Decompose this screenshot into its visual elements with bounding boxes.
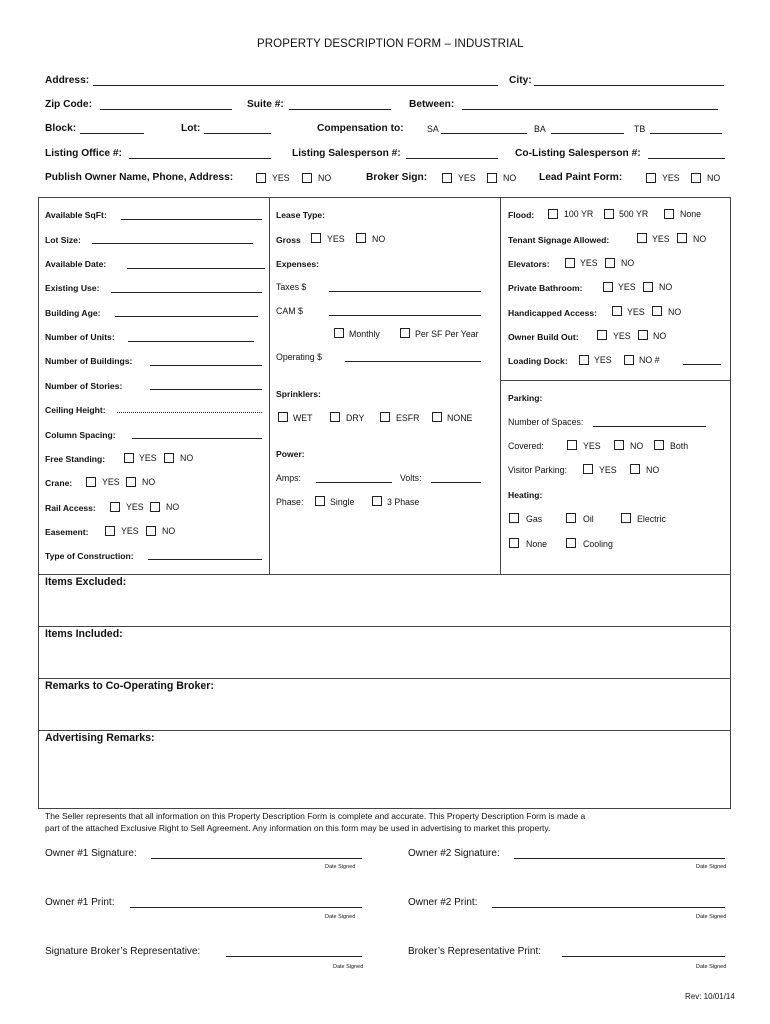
free-standing-no-label: NO: [180, 453, 194, 463]
covered-both-checkbox[interactable]: [654, 440, 664, 450]
available-sqft-label: Available SqFt:: [45, 210, 107, 220]
power-label: Power:: [276, 449, 305, 459]
advertising-area[interactable]: [40, 748, 729, 806]
column-spacing-label: Column Spacing:: [45, 430, 116, 440]
covered-no-label: NO: [630, 441, 644, 451]
elevators-yes-label: YES: [580, 258, 598, 268]
type-construction-field[interactable]: [148, 559, 262, 560]
sprinklers-label: Sprinklers:: [276, 389, 321, 399]
loading-dock-count-field[interactable]: [683, 364, 721, 365]
gross-yes-checkbox[interactable]: [311, 233, 321, 243]
flood-100yr-label: 100 YR: [564, 209, 594, 219]
flood-none-checkbox[interactable]: [664, 209, 674, 219]
owner2-signature-field[interactable]: [514, 858, 725, 859]
broker-sign-no-checkbox[interactable]: [487, 173, 497, 183]
owner1-date-signed: Date Signed: [325, 864, 356, 870]
build-out-yes-checkbox[interactable]: [597, 330, 607, 340]
oil-checkbox[interactable]: [566, 513, 576, 523]
lot-label: Lot:: [181, 123, 201, 134]
oil-label: Oil: [583, 514, 594, 524]
flood-500yr-label: 500 YR: [619, 209, 649, 219]
publish-yes-checkbox[interactable]: [256, 173, 266, 183]
column-divider-left: [269, 197, 270, 574]
broker-date-signed: Date Signed: [333, 964, 364, 970]
tenant-signage-yes-label: YES: [652, 234, 670, 244]
column-divider-right: [500, 197, 501, 574]
address-field[interactable]: [93, 85, 498, 86]
owner-build-out-label: Owner Build Out:: [508, 332, 579, 342]
number-spaces-field[interactable]: [593, 426, 706, 427]
heat-none-label: None: [526, 539, 548, 549]
loading-dock-label: Loading Dock:: [508, 356, 568, 366]
broker-sign-yes-label: YES: [458, 173, 476, 183]
wet-label: WET: [293, 413, 313, 423]
owner2-print-label: Owner #2 Print:: [408, 897, 478, 908]
taxes-field[interactable]: [329, 291, 481, 292]
zip-label: Zip Code:: [45, 99, 92, 110]
type-construction-label: Type of Construction:: [45, 551, 134, 561]
broker-print-field[interactable]: [562, 956, 725, 957]
lead-paint-label: Lead Paint Form:: [539, 172, 623, 183]
taxes-label: Taxes $: [276, 282, 307, 292]
sa-label: SA: [427, 124, 439, 134]
ceiling-height-field[interactable]: [117, 412, 262, 413]
electric-checkbox[interactable]: [621, 513, 631, 523]
between-field[interactable]: [462, 109, 718, 110]
single-phase-checkbox[interactable]: [315, 496, 325, 506]
gross-yes-label: YES: [327, 234, 345, 244]
number-buildings-field[interactable]: [150, 365, 262, 366]
monthly-checkbox[interactable]: [334, 328, 344, 338]
items-included-heading: Items Included:: [45, 628, 123, 640]
ba-label: BA: [534, 124, 546, 134]
owner1-signature-field[interactable]: [151, 858, 362, 859]
handicapped-label: Handicapped Access:: [508, 308, 597, 318]
block-field[interactable]: [80, 133, 144, 134]
bathroom-yes-checkbox[interactable]: [603, 282, 613, 292]
tenant-signage-label: Tenant Signage Allowed:: [508, 235, 610, 245]
gas-label: Gas: [526, 514, 543, 524]
number-units-label: Number of Units:: [45, 332, 115, 342]
broker-print-label: Broker’s Representative Print:: [408, 946, 542, 957]
handicapped-yes-label: YES: [627, 307, 645, 317]
suite-field[interactable]: [289, 109, 391, 110]
available-date-label: Available Date:: [45, 259, 107, 269]
flood-label: Flood:: [508, 210, 535, 220]
lead-paint-no-label: NO: [707, 173, 721, 183]
page-title: PROPERTY DESCRIPTION FORM – INDUSTRIAL: [257, 38, 524, 50]
number-spaces-label: Number of Spaces:: [508, 417, 584, 427]
cooling-label: Cooling: [583, 539, 613, 549]
single-phase-label: Single: [330, 497, 355, 507]
elevators-no-label: NO: [621, 258, 635, 268]
loading-dock-yes-checkbox[interactable]: [579, 355, 589, 365]
flood-500yr-checkbox[interactable]: [604, 209, 614, 219]
electric-label: Electric: [637, 514, 666, 524]
wet-checkbox[interactable]: [278, 412, 288, 422]
covered-label: Covered:: [508, 441, 544, 451]
expenses-label: Expenses:: [276, 259, 319, 269]
covered-yes-label: YES: [583, 441, 601, 451]
tenant-signage-no-checkbox[interactable]: [677, 233, 687, 243]
lead-paint-no-checkbox[interactable]: [691, 173, 701, 183]
owner2-print-field[interactable]: [492, 907, 725, 908]
co-listing-label: Co-Listing Salesperson #:: [515, 148, 641, 159]
rail-access-no-checkbox[interactable]: [150, 502, 160, 512]
gross-no-checkbox[interactable]: [356, 233, 366, 243]
bathroom-no-checkbox[interactable]: [643, 282, 653, 292]
volts-field[interactable]: [431, 482, 481, 483]
owner2-date-signed: Date Signed: [696, 864, 727, 870]
flood-100yr-checkbox[interactable]: [548, 209, 558, 219]
loading-dock-no-checkbox[interactable]: [624, 355, 634, 365]
co-listing-field[interactable]: [648, 158, 725, 159]
publish-yes-label: YES: [272, 173, 290, 183]
tenant-signage-no-label: NO: [693, 234, 707, 244]
city-label: City:: [509, 75, 532, 86]
column-spacing-field[interactable]: [132, 438, 262, 439]
listing-office-field[interactable]: [129, 158, 271, 159]
dry-label: DRY: [346, 413, 365, 423]
compensation-label: Compensation to:: [317, 123, 404, 134]
private-bathroom-label: Private Bathroom:: [508, 283, 583, 293]
easement-label: Easement:: [45, 527, 89, 537]
number-buildings-label: Number of Buildings:: [45, 356, 133, 366]
gross-no-label: NO: [372, 234, 386, 244]
loading-dock-no-label: NO #: [639, 355, 660, 365]
gross-label: Gross: [276, 235, 301, 245]
cooling-checkbox[interactable]: [566, 538, 576, 548]
legal-line-1: The Seller represents that all information on this Property Description Form is complete and accurate. This Property Description Form is made a: [45, 811, 586, 821]
publish-no-label: NO: [318, 173, 332, 183]
flood-none-label: None: [680, 209, 702, 219]
heat-none-checkbox[interactable]: [509, 538, 519, 548]
visitor-no-label: NO: [646, 465, 660, 475]
lot-field[interactable]: [204, 133, 271, 134]
broker-signature-field[interactable]: [226, 956, 362, 957]
building-age-label: Building Age:: [45, 308, 101, 318]
lease-type-label: Lease Type:: [276, 210, 326, 220]
none-sprinkler-checkbox[interactable]: [432, 412, 442, 422]
number-stories-label: Number of Stories:: [45, 381, 123, 391]
tb-field[interactable]: [650, 133, 722, 134]
broker-sign-no-label: NO: [503, 173, 517, 183]
per-sf-checkbox[interactable]: [400, 328, 410, 338]
volts-label: Volts:: [400, 473, 422, 483]
covered-no-checkbox[interactable]: [614, 440, 624, 450]
easement-yes-label: YES: [121, 526, 139, 536]
bathroom-no-label: NO: [659, 282, 673, 292]
lead-paint-yes-checkbox[interactable]: [646, 173, 656, 183]
remarks-heading: Remarks to Co-Operating Broker:: [45, 680, 214, 692]
items-excluded-divider: [38, 574, 731, 575]
available-date-field[interactable]: [127, 268, 265, 269]
three-phase-checkbox[interactable]: [372, 496, 382, 506]
cam-field[interactable]: [329, 315, 481, 316]
parking-label: Parking:: [508, 393, 543, 403]
zip-field[interactable]: [100, 109, 232, 110]
operating-label: Operating $: [276, 352, 322, 362]
monthly-label: Monthly: [349, 329, 380, 339]
visitor-parking-label: Visitor Parking:: [508, 465, 567, 475]
handicapped-no-checkbox[interactable]: [652, 306, 662, 316]
gas-checkbox[interactable]: [509, 513, 519, 523]
visitor-no-checkbox[interactable]: [630, 464, 640, 474]
owner2-signature-label: Owner #2 Signature:: [408, 848, 500, 859]
build-out-no-checkbox[interactable]: [638, 330, 648, 340]
publish-no-checkbox[interactable]: [302, 173, 312, 183]
bathroom-yes-label: YES: [618, 282, 636, 292]
parking-divider: [500, 380, 731, 381]
handicapped-yes-checkbox[interactable]: [612, 306, 622, 316]
listing-salesperson-label: Listing Salesperson #:: [292, 148, 401, 159]
number-stories-field[interactable]: [150, 389, 262, 390]
three-phase-label: 3 Phase: [387, 497, 420, 507]
tenant-signage-yes-checkbox[interactable]: [637, 233, 647, 243]
address-label: Address:: [45, 75, 90, 86]
owner1-print-field[interactable]: [130, 907, 362, 908]
crane-yes-label: YES: [102, 477, 120, 487]
free-standing-yes-checkbox[interactable]: [124, 453, 134, 463]
suite-label: Suite #:: [247, 99, 284, 110]
crane-yes-checkbox[interactable]: [86, 477, 96, 487]
owner1-print-date-signed: Date Signed: [325, 914, 356, 920]
elevators-yes-checkbox[interactable]: [565, 258, 575, 268]
dry-checkbox[interactable]: [330, 412, 340, 422]
crane-no-checkbox[interactable]: [126, 477, 136, 487]
owner1-signature-label: Owner #1 Signature:: [45, 848, 137, 859]
tb-label: TB: [634, 124, 646, 134]
legal-line-2: part of the attached Exclusive Right to Sell Agreement. Any information on this form may be used in advertising to market this property.: [45, 823, 551, 833]
easement-yes-checkbox[interactable]: [105, 526, 115, 536]
owner2-print-date-signed: Date Signed: [696, 914, 727, 920]
listing-salesperson-field[interactable]: [406, 158, 498, 159]
crane-no-label: NO: [142, 477, 156, 487]
operating-field[interactable]: [345, 361, 481, 362]
ba-field[interactable]: [551, 133, 624, 134]
build-out-yes-label: YES: [613, 331, 631, 341]
lead-paint-yes-label: YES: [662, 173, 680, 183]
handicapped-no-label: NO: [668, 307, 682, 317]
build-out-no-label: NO: [653, 331, 667, 341]
visitor-yes-label: YES: [599, 465, 617, 475]
amps-label: Amps:: [276, 473, 301, 483]
ceiling-height-label: Ceiling Height:: [45, 405, 106, 415]
amps-field[interactable]: [316, 482, 392, 483]
sa-field[interactable]: [441, 133, 527, 134]
cam-label: CAM $: [276, 306, 303, 316]
elevators-no-checkbox[interactable]: [605, 258, 615, 268]
broker-print-date-signed: Date Signed: [696, 964, 727, 970]
advertising-heading: Advertising Remarks:: [45, 732, 155, 744]
remarks-area[interactable]: [40, 696, 729, 728]
building-age-field[interactable]: [115, 316, 258, 317]
easement-no-label: NO: [162, 526, 176, 536]
free-standing-no-checkbox[interactable]: [164, 453, 174, 463]
broker-signature-label: Signature Broker’s Representative:: [45, 946, 201, 957]
advertising-divider: [38, 730, 731, 731]
rail-access-yes-checkbox[interactable]: [110, 502, 120, 512]
esfr-label: ESFR: [396, 413, 420, 423]
easement-no-checkbox[interactable]: [146, 526, 156, 536]
rail-access-yes-label: YES: [126, 502, 144, 512]
owner1-print-label: Owner #1 Print:: [45, 897, 115, 908]
items-included-area[interactable]: [40, 644, 729, 676]
per-sf-label: Per SF Per Year: [415, 329, 479, 339]
block-label: Block:: [45, 123, 77, 134]
remarks-divider: [38, 678, 731, 679]
crane-label: Crane:: [45, 478, 73, 488]
existing-use-label: Existing Use:: [45, 283, 100, 293]
elevators-label: Elevators:: [508, 259, 550, 269]
visitor-yes-checkbox[interactable]: [583, 464, 593, 474]
covered-yes-checkbox[interactable]: [567, 440, 577, 450]
esfr-checkbox[interactable]: [380, 412, 390, 422]
lot-size-label: Lot Size:: [45, 235, 81, 245]
rail-access-no-label: NO: [166, 502, 180, 512]
heating-label: Heating:: [508, 490, 543, 500]
none-sprinkler-label: NONE: [447, 413, 473, 423]
city-field[interactable]: [534, 85, 724, 86]
number-units-field[interactable]: [128, 341, 254, 342]
items-excluded-heading: Items Excluded:: [45, 576, 127, 588]
broker-sign-yes-checkbox[interactable]: [442, 173, 452, 183]
phase-label: Phase:: [276, 497, 304, 507]
free-standing-yes-label: YES: [139, 453, 157, 463]
free-standing-label: Free Standing:: [45, 454, 106, 464]
between-label: Between:: [409, 99, 455, 110]
items-included-divider: [38, 626, 731, 627]
publish-owner-label: Publish Owner Name, Phone, Address:: [45, 172, 234, 183]
revision-label: Rev: 10/01/14: [685, 992, 735, 1001]
loading-dock-yes-label: YES: [594, 355, 612, 365]
existing-use-field[interactable]: [111, 292, 262, 293]
listing-office-label: Listing Office #:: [45, 148, 122, 159]
items-excluded-area[interactable]: [40, 592, 729, 624]
covered-both-label: Both: [670, 441, 689, 451]
broker-sign-label: Broker Sign:: [366, 172, 428, 183]
available-sqft-field[interactable]: [121, 219, 262, 220]
lot-size-field[interactable]: [92, 243, 253, 244]
rail-access-label: Rail Access:: [45, 503, 96, 513]
